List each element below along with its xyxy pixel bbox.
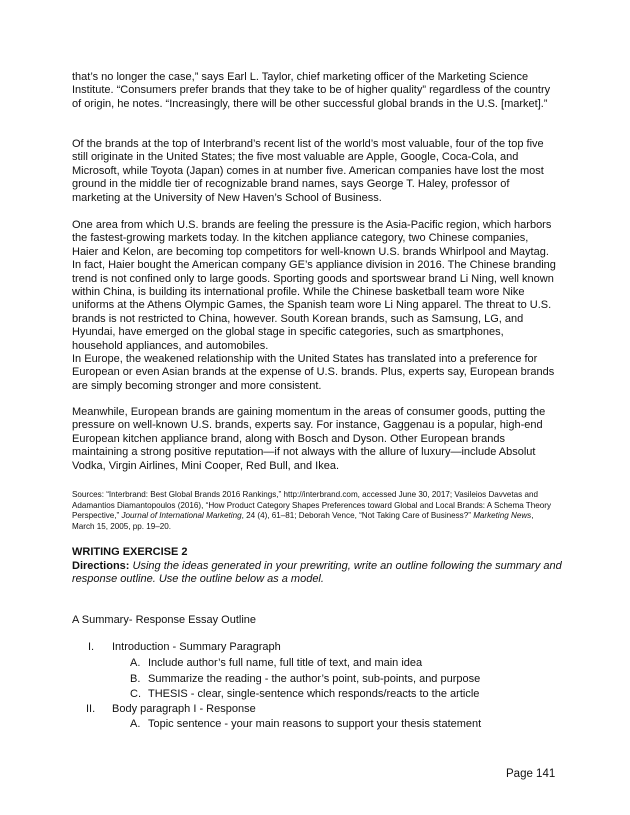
exercise-directions	[72, 560, 562, 587]
outline-item: Body paragraph I - Response	[112, 703, 256, 715]
paragraph-interbrand-list: Of the brands at the top of Interbrand’s recent list of the world’s most valuable, four of the top five still originate in the United States; the five most valuable are Apple, Google, Coca-Cola, and Microsoft, while Toyota (Japan) comes in at number five. American companies have lost the most ground in the middle tier of recognizable brand names, says George T. Haley, professor of marketing at the University of New Haven’s School of Business.	[72, 138, 544, 204]
outline-item: Introduction - Summary Paragraph	[112, 641, 281, 653]
outline-letter: A.	[130, 718, 141, 730]
outline-letter: A.	[130, 657, 141, 669]
outline-subitem: Include author’s full name, full title of text, and main idea	[148, 657, 423, 669]
outline-numeral: II.	[86, 703, 96, 715]
page-number: Page 141	[506, 768, 556, 780]
paragraph-europe: In Europe, the weakened relationship with the United States has translated into a preference for European or even Asian brands at the expense of U.S. brands. Plus, experts say, European brands are simply becoming stronger and more consistent.	[72, 353, 555, 392]
exercise-heading: WRITING EXERCISE 2	[72, 546, 188, 558]
sources-text: , March 15, 2005, pp. 19–20.	[72, 511, 534, 531]
sources-text: Sources: “Interbrand: Best Global Brands 2016 Rankings,” http://interbrand.com, accessed June 30, 2017; Vasileios Davvetas and Adamantios Diamantopoulos (2016), “How Product Category Shapes Preferences toward Global and Local Brands: A Schema Theory Perspective,”	[72, 490, 551, 520]
outline-subitem: Summarize the reading - the author’s point, sub-points, and purpose	[148, 673, 481, 685]
outline-letter: C.	[130, 688, 141, 700]
sources-text: , 24 (4), 61–81; Deborah Vence, “Not Taking Care of Business?”	[241, 511, 474, 520]
directions-text: Using the ideas generated in your prewriting, write an outline following the summary and response outline. Use the outline below as a model.	[72, 560, 562, 586]
outline-numeral: I.	[88, 641, 95, 653]
paragraph-asia-pacific: One area from which U.S. brands are feeling the pressure is the Asia-Pacific region, which harbors the fastest-growing markets today. In the kitchen appliance category, two Chinese companies, Haier and Kelon, are becoming top competitors for well-known U.S. brands Whirlpool and Maytag. In fact, Haier bought the American company GE’s appliance division in 2016. The Chinese branding trend is not confined only to large goods. Sporting goods and sportswear brand Li Ning, well known within China, is building its international profile. While the Chinese basketball team wore Nike uniforms at the Athens Olympic Games, the Spanish team wore Li Ning apparel. The threat to U.S. brands is not restricted to China, however. South Korean brands, such as Samsung, LG, and Hyundai, have emerged on the global stage in specific categories, such as smartphones, household appliances, and automobiles.	[72, 219, 556, 352]
outline-subitem: Topic sentence - your main reasons to support your thesis statement	[148, 718, 482, 730]
outline-title: A Summary- Response Essay Outline	[72, 614, 257, 626]
sources-citation	[72, 490, 558, 532]
journal-title: Journal of International Marketing	[121, 511, 242, 520]
paragraph-european-brands: Meanwhile, European brands are gaining momentum in the areas of consumer goods, putting the pressure on well-known U.S. brands, experts say. For instance, Gaggenau is a popular, high-end European kitchen appliance brand, along with Bosch and Dyson. Other European brands maintaining a strong positive reputation—if not always with the allure of luxury—include Absolut Vodka, Virgin Airlines, Mini Cooper, Red Bull, and Ikea.	[72, 406, 546, 472]
journal-title: Marketing News	[473, 511, 532, 520]
directions-label: Directions:	[72, 560, 130, 572]
paragraph-earl-taylor-quote: that’s no longer the case,” says Earl L. Taylor, chief marketing officer of the Marketing Science Institute. “Consumers prefer brands that they take to be of higher quality” regardless of the country of origin, he notes. “Increasingly, there will be other successful global brands in the U.S. [market].”	[72, 71, 551, 110]
outline-subitem: THESIS - clear, single-sentence which responds/reacts to the article	[148, 688, 480, 700]
outline-letter: B.	[130, 673, 141, 685]
